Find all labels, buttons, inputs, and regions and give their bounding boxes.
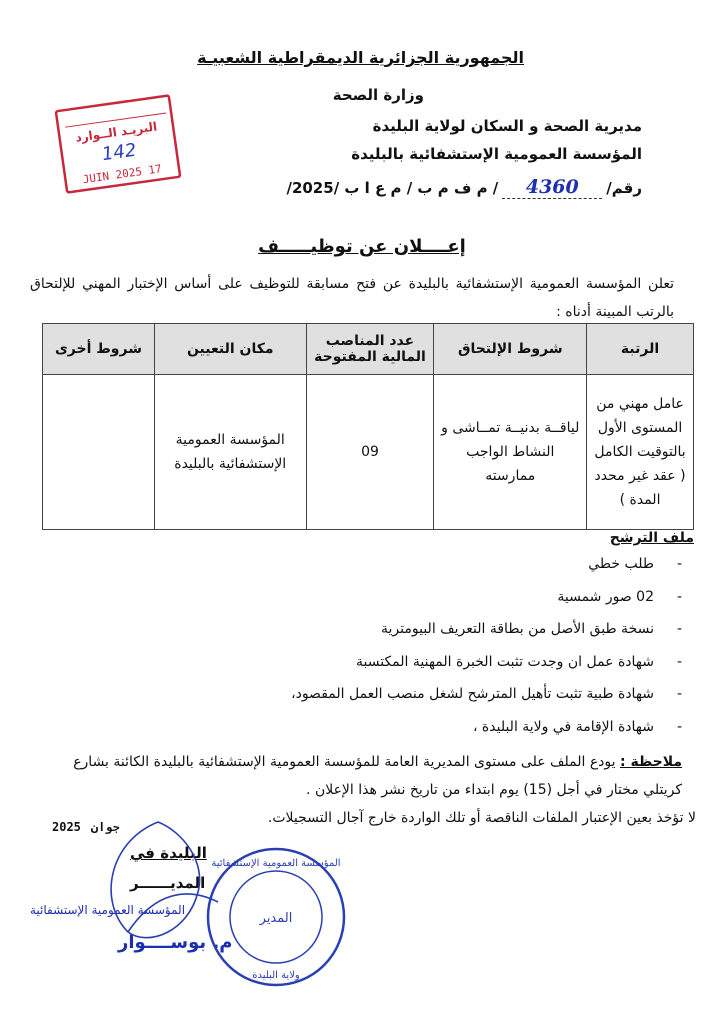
republic-header: الجمهورية الجزائرية الديمقراطية الشعبيـة (197, 48, 524, 67)
note-paragraph (50, 748, 682, 804)
signature-place: البليدة في (130, 844, 207, 862)
note-label: ملاحظة : (620, 754, 682, 770)
reference-number-field (502, 176, 602, 199)
header-rank: الرتبة (587, 324, 694, 375)
seal-city-text: ولاية البليدة (252, 970, 300, 981)
directorate-header: مديرية الصحة و السكان لولاية البليدة (372, 117, 642, 135)
reference-label: رقم/ (606, 179, 642, 197)
signature-name: م. بوســــوار (118, 932, 233, 953)
list-item: - طلب خطي (291, 548, 682, 581)
signature-institution: المؤسسة العمومية الإستشفائية (30, 903, 186, 917)
warning-text: لا تؤخذ بعين الإعتبار الملفات الناقصة أو تلك الواردة خارج آجال التسجيلات. (267, 810, 696, 826)
note-text: يودع الملف على مستوى المديرية العامة للمؤسسة العمومية الإستشفائية بالبليدة الكائنة بشارع كريتلي مختار في أجل (15) يوم ابتداء من تاريخ نشر هذا الإعلان . (73, 754, 682, 798)
list-item: - شهادة عمل ان وجدت تثبت الخبرة المهنية المكتسبة (291, 646, 682, 679)
seal-center-text: المدير (259, 911, 293, 926)
cell-other (43, 375, 155, 530)
handwritten-signature (88, 812, 228, 952)
dossier-title: ملف الترشح (609, 530, 694, 546)
seal-ring-text: المؤسسة العمومية الإستشفائية (211, 858, 341, 869)
stamp-date: 17 JUIN 2025 (81, 162, 163, 187)
positions-table (42, 323, 694, 530)
dossier-list (291, 548, 682, 743)
date-year: 2025 (52, 820, 81, 834)
ministry-header: وزارة الصحة (332, 86, 424, 104)
cell-positions: 09 (306, 375, 434, 530)
list-item: - شهادة طبية تثبت تأهيل المترشح لشغل منصب العمل المقصود، (291, 678, 682, 711)
table-row (43, 375, 694, 530)
cell-rank: عامل مهني من المستوى الأول بالتوقيت الكامل ( عقد غير محدد المدة ) (587, 375, 694, 530)
reference-number: 4360 (525, 176, 579, 198)
header-positions: عدد المناصب المالية المفتوحة (306, 324, 434, 375)
reference-line (286, 176, 642, 199)
announcement-title: إعــــلان عن توظيـــــف (258, 236, 466, 257)
incoming-mail-stamp (52, 92, 183, 196)
date-month: جوان (90, 820, 120, 834)
reference-suffix: / م ف م ب / م ع ا ب /2025/ (286, 179, 499, 197)
table-header-row (43, 324, 694, 375)
stamp-number: 142 (100, 139, 138, 166)
list-item: - شهادة الإقامة في ولاية البليدة ، (291, 711, 682, 744)
stamp-mail-label: البريـد الــوارد (74, 119, 159, 145)
cell-conditions: لياقــة بدنيــة تمــاشى و النشاط الواجب ممارسته (434, 375, 587, 530)
header-conditions: شروط الإلتحاق (434, 324, 587, 375)
institution-header: المؤسسة العمومية الإستشفائية بالبليدة (351, 145, 642, 163)
cell-location: المؤسسة العمومية الإستشفائية بالبليدة (154, 375, 306, 530)
header-other: شروط أخرى (43, 324, 155, 375)
list-item: - 02 صور شمسية (291, 581, 682, 614)
signature-title: المديــــــر (130, 874, 206, 892)
header-location: مكان التعيين (154, 324, 306, 375)
intro-paragraph: تعلن المؤسسة العمومية الإستشفائية بالبليدة عن فتح مسابقة للتوظيف على أساس الإختبار المهني للإلتحاق بالرتب المبينة أدناه : (30, 276, 674, 320)
list-item: - نسخة طبق الأصل من بطاقة التعريف البيومترية (291, 613, 682, 646)
